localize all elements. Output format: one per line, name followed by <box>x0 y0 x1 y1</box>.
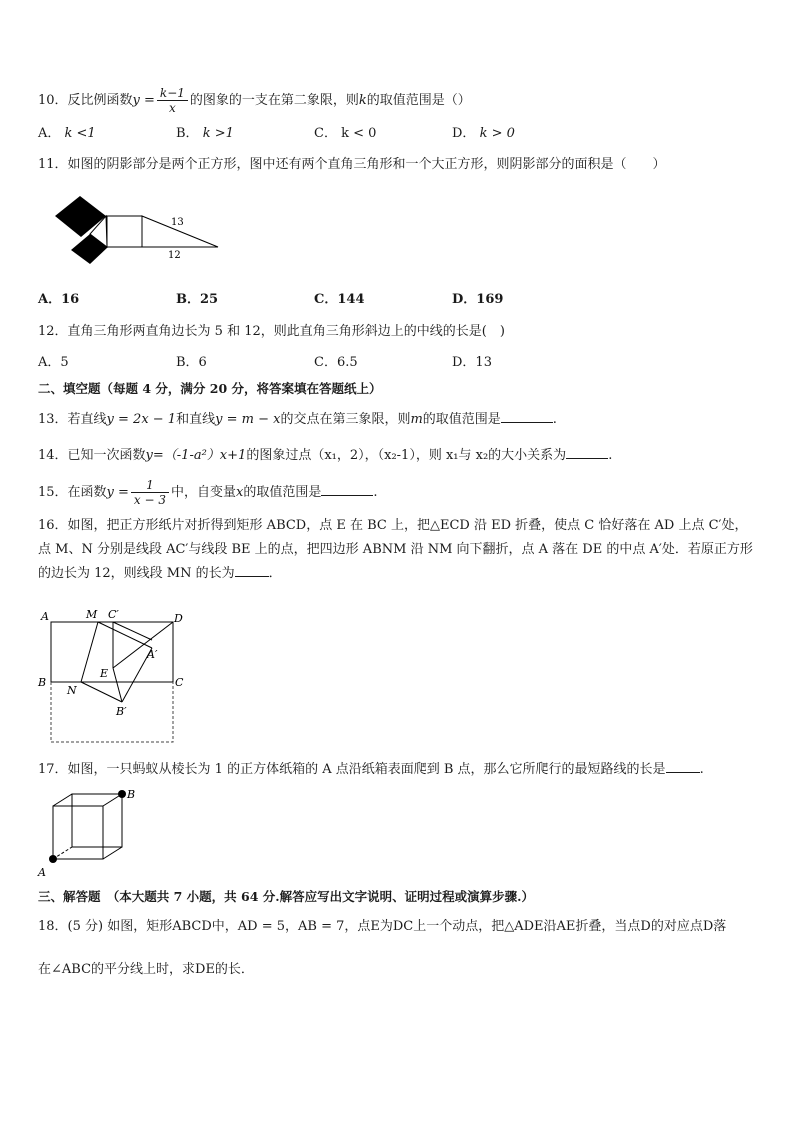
question-15: 15．在函数y = $\frac{1}{x - 3}$ 中，自变量x的取值范围是 . <box>38 478 378 507</box>
q16-label-n: N <box>67 684 77 697</box>
question-11: 11．如图的阴影部分是两个正方形，图中还有两个直角三角形和一个大正方形，则阴影部分的面积是（ ） <box>38 157 666 172</box>
question-18-line1: 18．(5 分) 如图，矩形ABCD中，AD = 5，AB = 7，点E为DC上一个动点，把△ADE沿AE折叠，当点D的对应点D落 <box>38 919 727 934</box>
q16-label-m: M <box>86 608 98 621</box>
q16-answer-blank[interactable] <box>235 564 269 577</box>
question-17: 17．如图，一只蚂蚁从棱长为 1 的正方体纸箱的 A 点沿纸箱表面爬到 B 点，那么它所爬行的最短路线的长是 . <box>38 762 704 777</box>
q15-fraction: $\frac{1}{x - 3}$ <box>131 478 169 507</box>
q16-label-d: D <box>174 612 183 625</box>
q16-label-c-prime: C′ <box>108 608 119 621</box>
q16-label-b: B <box>38 676 47 689</box>
q12-option-c: C．6.5 <box>314 355 358 370</box>
q17-point-b <box>118 790 126 798</box>
section-2-header: 二、填空题（每题 4 分，满分 20 分，将答案填在答题纸上） <box>38 381 382 396</box>
q11-option-d: D．169 <box>452 292 504 307</box>
q10-option-c: C． k < 0 <box>314 126 377 141</box>
q16-label-e: E <box>100 667 109 680</box>
q10-option-b: B． k >1 <box>176 126 234 141</box>
q11-big-square <box>107 216 142 247</box>
q17-point-a <box>49 855 57 863</box>
q16-figure <box>36 606 196 746</box>
q13-eq2: y = m − x <box>215 412 281 427</box>
q10-suffix: 的图象的一支在第二象限，则 <box>189 93 359 108</box>
q11-label-13: 13 <box>171 217 184 228</box>
q17-cube-figure <box>36 786 146 880</box>
question-18-line2: 在∠ABC的平分线上时，求DE的长． <box>38 962 254 977</box>
q14-answer-blank[interactable] <box>566 446 608 459</box>
q10-frac-num: k−1 <box>157 86 188 101</box>
q17-label-a: A <box>38 866 46 879</box>
q11-option-b: B．25 <box>176 292 219 307</box>
q12-option-a: A．5 <box>38 355 69 370</box>
q10-fraction <box>157 86 188 115</box>
question-10 <box>38 86 471 115</box>
q15-answer-blank[interactable] <box>321 483 373 496</box>
q14-eq: y=（-1-a²）x+1 <box>145 448 247 463</box>
q10-y-eq: y = <box>132 93 155 108</box>
q10-option-d: D． k > 0 <box>452 126 515 141</box>
q12-option-b: B．6 <box>176 355 207 370</box>
q11-label-12: 12 <box>168 250 181 261</box>
q11-option-a: A．16 <box>38 292 80 307</box>
section-3-header: 三、解答题 （本大题共 7 小题，共 64 分.解答应写出文字说明、证明过程或演算步骤.） <box>38 889 534 904</box>
question-14: 14．已知一次函数y=（-1-a²）x+1的图象过点（x₁，2），（x₂-1），则 x₁与 x₂的大小关系为 . <box>38 448 613 463</box>
q16-label-c: C <box>175 676 184 689</box>
q10-suffix2: 的取值范围是（） <box>366 93 471 108</box>
q11-figure <box>50 192 225 270</box>
question-12: 12．直角三角形两直角边长为 5 和 12，则此直角三角形斜边上的中线的长是( ) <box>38 324 505 339</box>
q10-prefix: 10．反比例函数 <box>38 93 133 108</box>
question-13: 13．若直线y = 2x − 1和直线y = m − x的交点在第三象限，则m的取值范围是 . <box>38 412 557 427</box>
q17-answer-blank[interactable] <box>666 760 700 773</box>
q10-frac-den: x <box>169 101 176 115</box>
q10-option-a: A． k <1 <box>38 126 96 141</box>
q16-label-b-prime: B′ <box>116 705 127 718</box>
q16-label-a: A <box>41 610 49 623</box>
q17-label-b: B <box>127 788 136 801</box>
q16-label-a-prime: A′ <box>147 648 158 661</box>
question-16: 16．如图，把正方形纸片对折得到矩形 ABCD，点 E 在 BC 上，把△ECD 沿 ED 折叠，使点 C 恰好落在 AD 上点 C′处，点 M、N 分别是线段 AC′与线段 BE 上的点，把四边形 ABNM 沿 NM 向下翻折，点 A 落在 DE 的中点 A′处．若原正方形的边长为 12，则线段 MN 的长为 ． <box>38 518 753 581</box>
q13-answer-blank[interactable] <box>501 410 553 423</box>
q12-option-d: D．13 <box>452 355 492 370</box>
q10-k: k <box>358 93 367 108</box>
q13-eq1: y = 2x − 1 <box>106 412 177 427</box>
q11-option-c: C．144 <box>314 292 365 307</box>
